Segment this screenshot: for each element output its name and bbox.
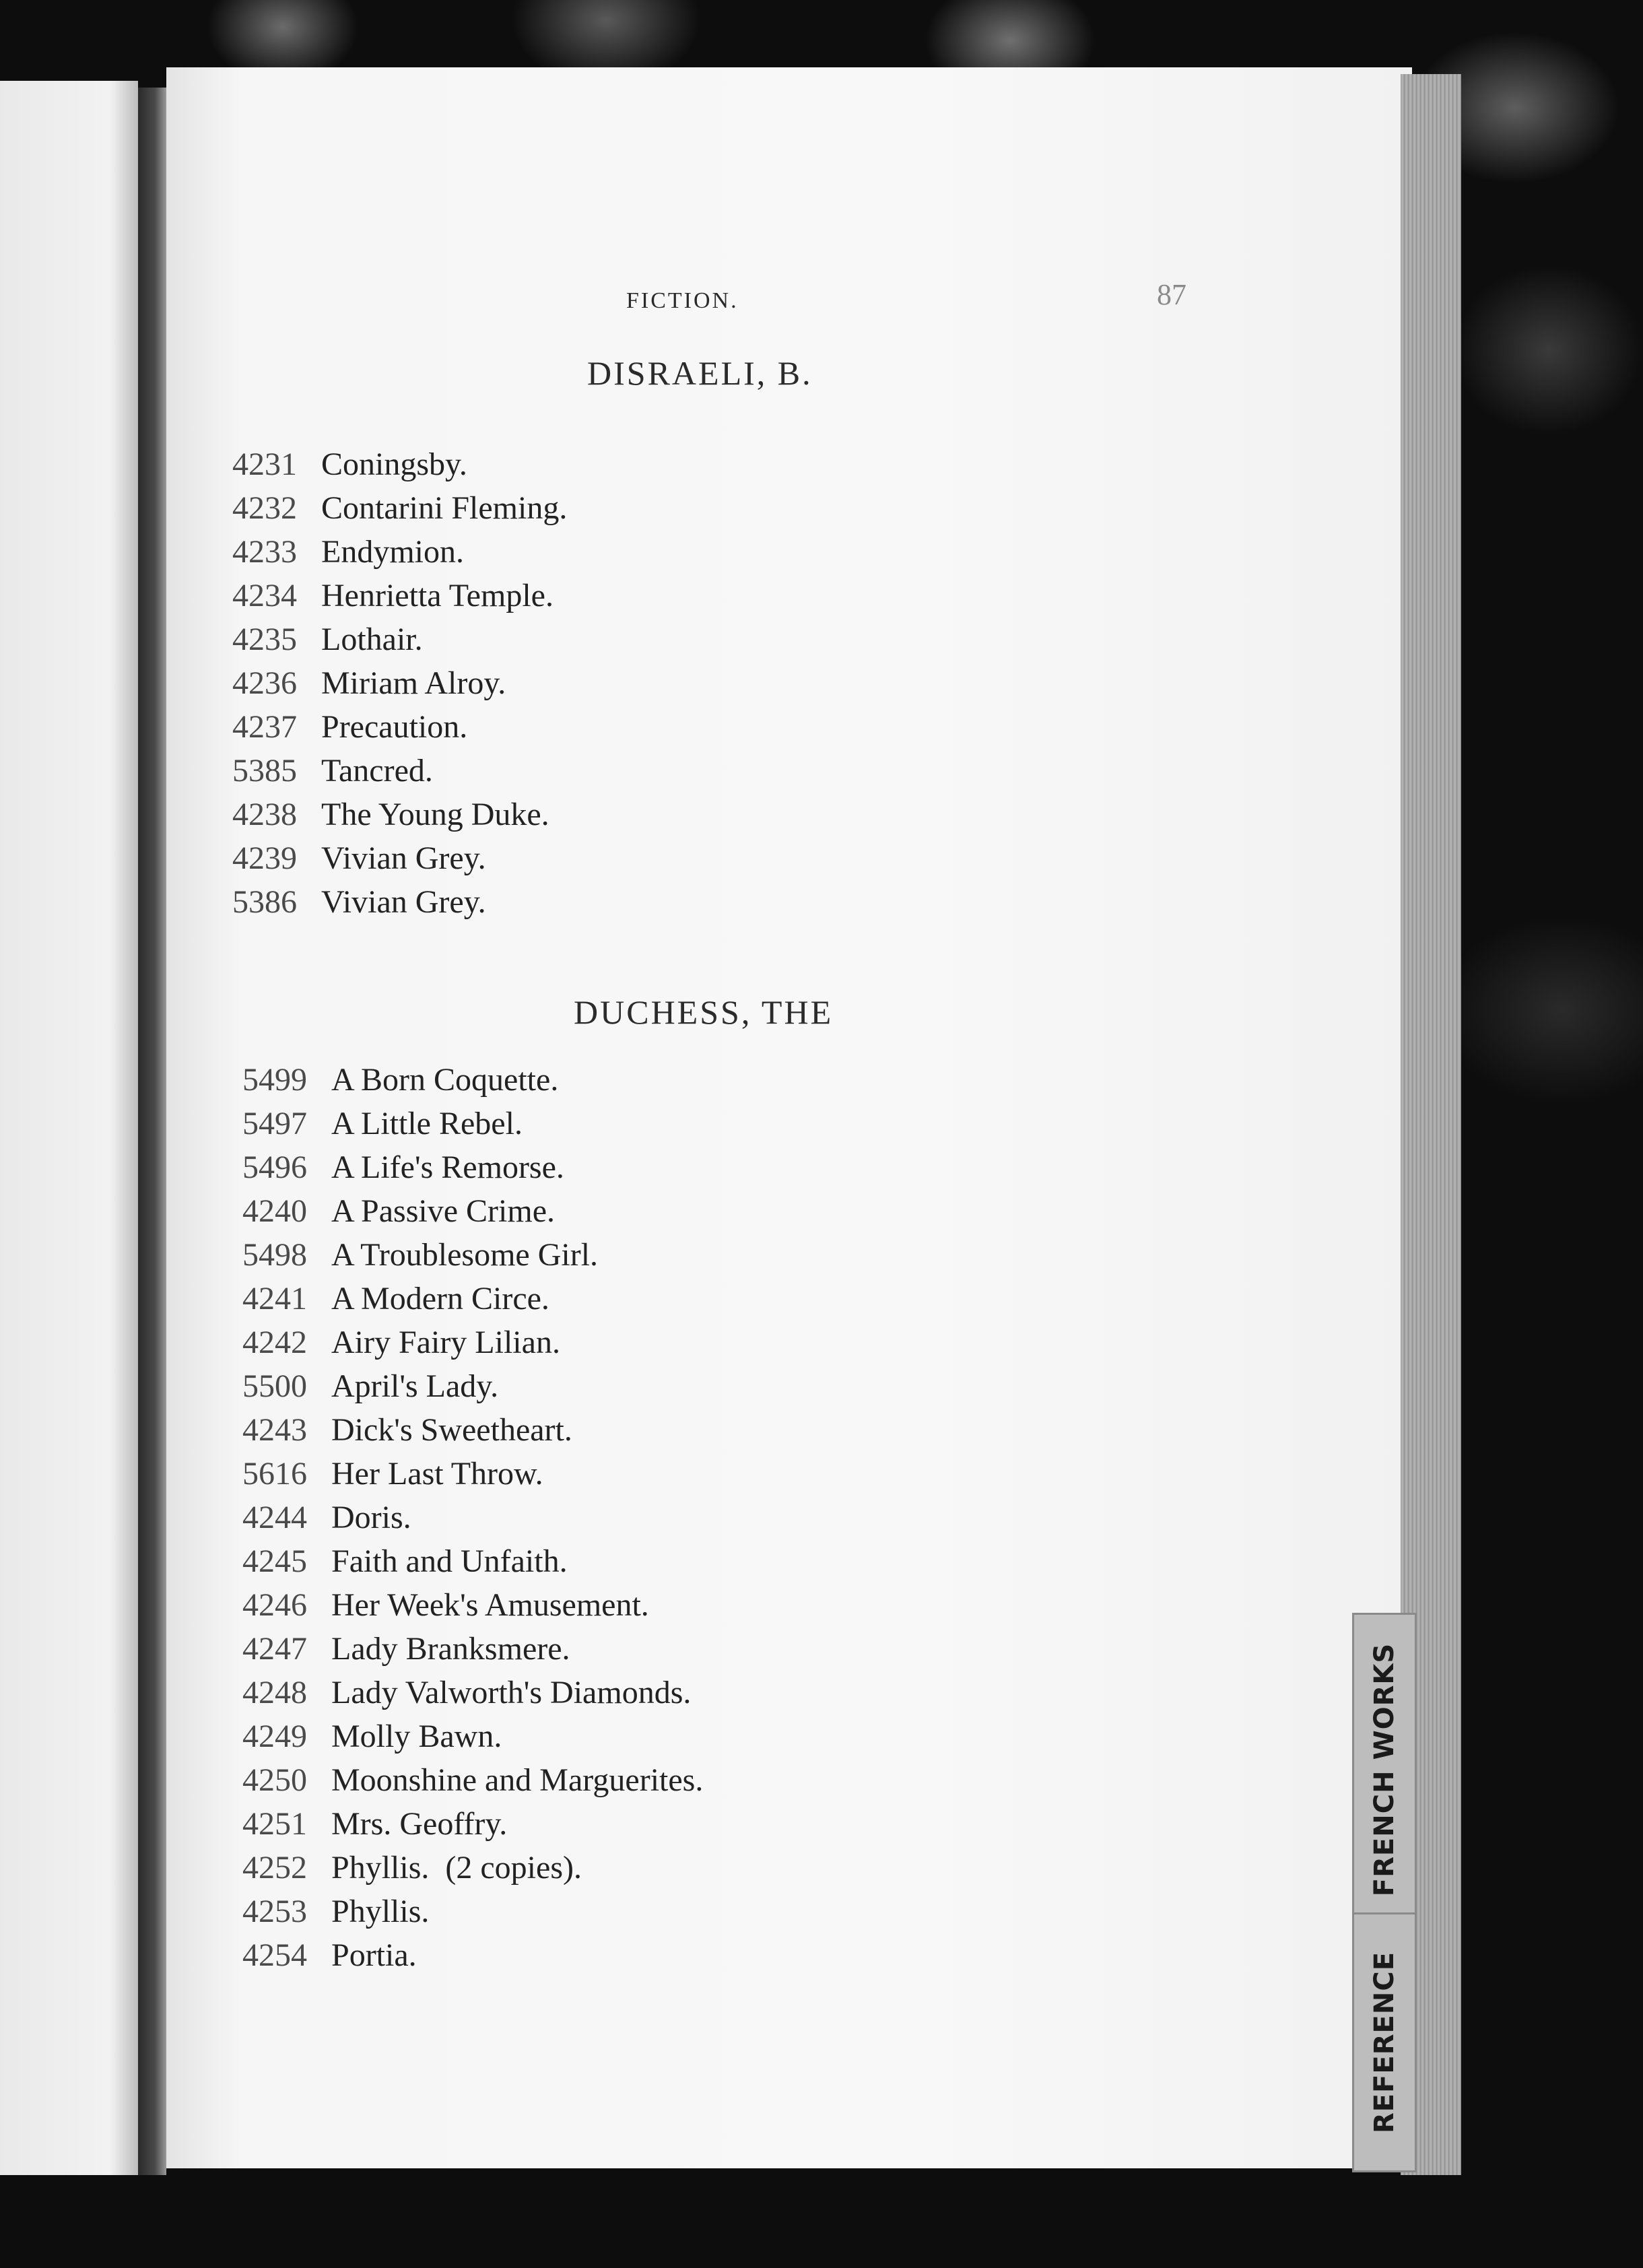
list-item (242, 1061, 558, 1098)
entry-title: Mrs. Geoffry. (331, 1806, 508, 1842)
entry-title: A Troublesome Girl. (331, 1237, 599, 1273)
tab-reference[interactable] (1352, 1912, 1417, 2172)
entry-title: Phyllis. (2 copies). (331, 1850, 582, 1886)
entry-number: 4231 (232, 446, 297, 482)
list-item (242, 1324, 560, 1361)
list-item (242, 1193, 555, 1230)
list-item (242, 1893, 429, 1930)
list-item (232, 490, 567, 527)
list-item (242, 1105, 523, 1142)
list-item (242, 1630, 570, 1667)
entry-title: A Life's Remorse. (331, 1149, 564, 1185)
entry-number: 5385 (232, 753, 297, 789)
tab-french-works-label: FRENCH WORKS (1369, 1642, 1401, 1897)
entry-number: 5386 (232, 884, 297, 920)
list-item (242, 1805, 507, 1842)
entry-number: 4236 (232, 665, 297, 701)
entry-number: 4246 (242, 1587, 307, 1623)
list-item (232, 665, 506, 702)
entry-title: Vivian Grey. (321, 884, 486, 920)
entry-title: Endymion. (321, 534, 464, 570)
list-item (232, 621, 423, 658)
left-page-edge (0, 81, 138, 2175)
entry-number: 4251 (242, 1806, 307, 1842)
entry-title: A Modern Circe. (331, 1281, 549, 1316)
entry-number: 5500 (242, 1368, 307, 1404)
list-item (232, 840, 486, 877)
entry-title: Faith and Unfaith. (331, 1543, 568, 1579)
tab-french-works[interactable] (1352, 1613, 1417, 1927)
entry-title: Lothair. (321, 622, 423, 657)
entry-title: Lady Branksmere. (331, 1631, 570, 1667)
entry-number: 4235 (232, 622, 297, 657)
entry-number: 4232 (232, 490, 297, 526)
entry-number: 5497 (242, 1106, 307, 1141)
entry-number: 4242 (242, 1325, 307, 1360)
entry-number: 4252 (242, 1850, 307, 1886)
entry-number: 4249 (242, 1719, 307, 1754)
entry-title: Precaution. (321, 709, 468, 745)
entry-number: 4253 (242, 1894, 307, 1929)
entry-number: 4237 (232, 709, 297, 745)
list-item (242, 1368, 498, 1405)
entry-title: Henrietta Temple. (321, 578, 554, 613)
list-item (232, 708, 467, 745)
entry-number: 5496 (242, 1149, 307, 1185)
list-item (242, 1674, 691, 1711)
entry-number: 4245 (242, 1543, 307, 1579)
list-item (242, 1587, 649, 1624)
entry-title: Phyllis. (331, 1894, 430, 1929)
entry-title: Vivian Grey. (321, 840, 486, 876)
list-item (242, 1236, 598, 1273)
entry-title: Molly Bawn. (331, 1719, 502, 1754)
entry-number: 4248 (242, 1675, 307, 1710)
list-item (242, 1149, 564, 1186)
list-item (232, 446, 467, 483)
entry-number: 4243 (242, 1412, 307, 1448)
entry-number: 4233 (232, 534, 297, 570)
entry-title: A Born Coquette. (331, 1062, 559, 1098)
entry-title: Her Last Throw. (331, 1456, 543, 1492)
list-item (242, 1280, 549, 1317)
entry-title: April's Lady. (331, 1368, 499, 1404)
list-item (242, 1718, 502, 1755)
entry-title: Tancred. (321, 753, 433, 789)
list-item (232, 752, 433, 789)
list-item (232, 883, 486, 921)
entry-title: A Little Rebel. (331, 1106, 523, 1141)
entry-title: Miriam Alroy. (321, 665, 506, 701)
entry-title: Contarini Fleming. (321, 490, 568, 526)
entry-title: Portia. (331, 1937, 417, 1973)
entry-title: Airy Fairy Lilian. (331, 1325, 560, 1360)
tab-reference-label: REFERENCE (1369, 1951, 1400, 2134)
entry-title: Doris. (331, 1500, 411, 1535)
entry-title: Moonshine and Marguerites. (331, 1762, 704, 1798)
entry-number: 4239 (232, 840, 297, 876)
running-head: FICTION. (626, 288, 739, 313)
entry-number: 4238 (232, 797, 297, 832)
list-item (242, 1543, 568, 1580)
entry-title: Dick's Sweetheart. (331, 1412, 572, 1448)
list-item (242, 1455, 543, 1492)
entry-title: A Passive Crime. (331, 1193, 555, 1229)
entry-number: 5498 (242, 1237, 307, 1273)
entry-number: 4250 (242, 1762, 307, 1798)
list-item (242, 1937, 417, 1974)
list-item (232, 577, 554, 614)
page-number: 87 (1157, 278, 1186, 311)
list-item (232, 796, 549, 833)
list-item (232, 533, 464, 570)
entry-number: 4254 (242, 1937, 307, 1973)
list-item (242, 1499, 411, 1536)
entry-number: 5616 (242, 1456, 307, 1492)
list-item (242, 1762, 703, 1799)
list-item (242, 1411, 572, 1448)
section-heading-duchess: DUCHESS, THE (574, 993, 834, 1031)
entry-number: 4240 (242, 1193, 307, 1229)
entry-number: 4244 (242, 1500, 307, 1535)
list-item (242, 1849, 582, 1886)
entry-title: The Young Duke. (321, 797, 549, 832)
section-heading-disraeli: DISRAELI, B. (587, 354, 813, 392)
entry-title: Lady Valworth's Diamonds. (331, 1675, 692, 1710)
entry-title: Coningsby. (321, 446, 467, 482)
entry-number: 4247 (242, 1631, 307, 1667)
entry-number: 4241 (242, 1281, 307, 1316)
book-gutter (138, 88, 166, 2175)
entry-title: Her Week's Amusement. (331, 1587, 649, 1623)
entry-number: 5499 (242, 1062, 307, 1098)
entry-number: 4234 (232, 578, 297, 613)
